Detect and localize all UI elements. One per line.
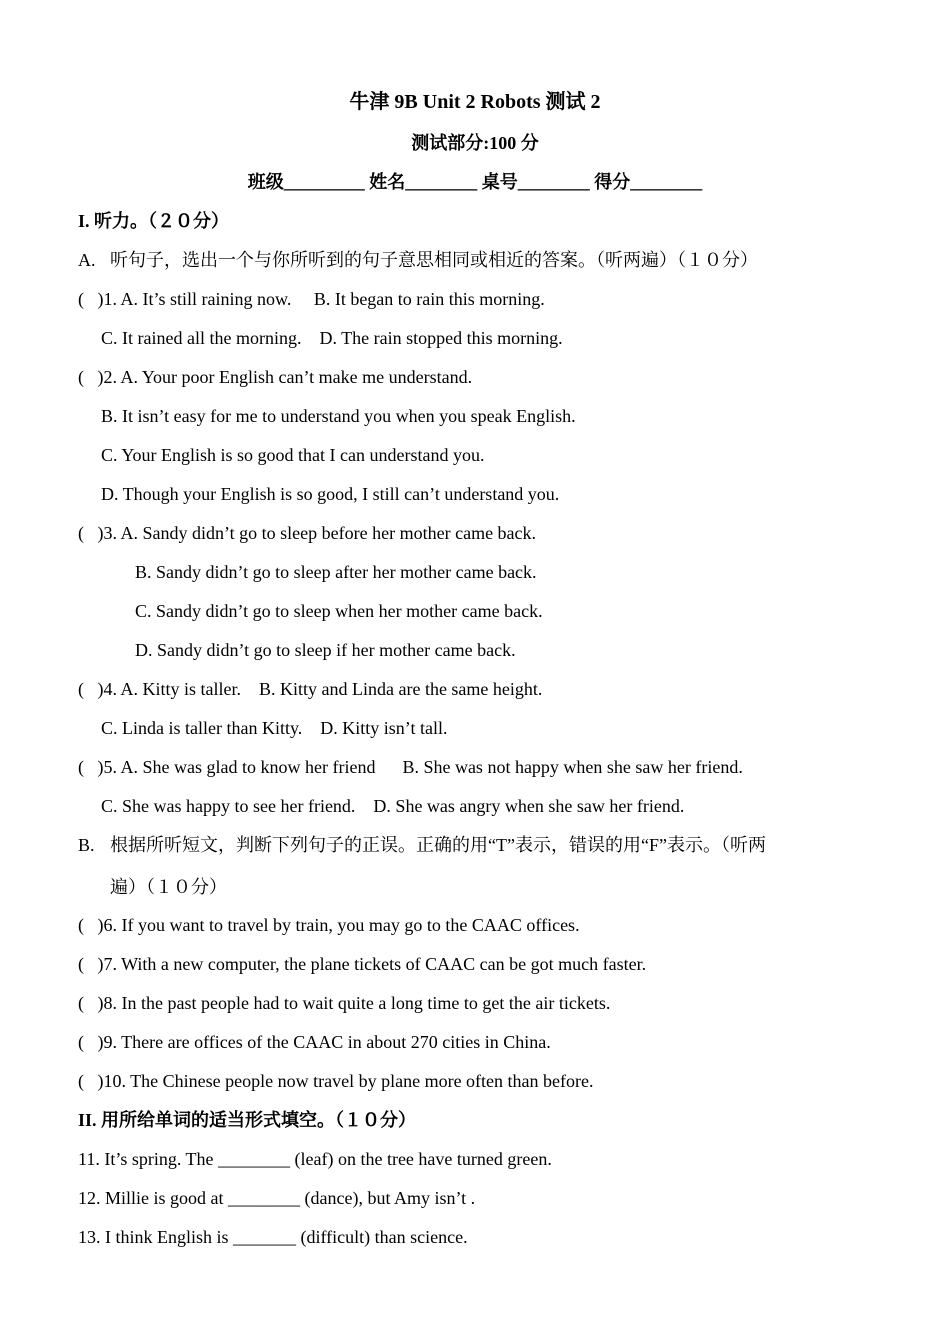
question-9: ( )9. There are offices of the CAAC in about 270 cities in China. (78, 1032, 551, 1052)
question-3-option-d: D. Sandy didn’t go to sleep if her mother came back. (135, 640, 516, 660)
page-title: 牛津 9B Unit 2 Robots 测试 2 (349, 91, 601, 113)
question-13: 13. I think English is _______ (difficult) than science. (78, 1227, 468, 1247)
part-b-instruction-line-1: 根据所听短文，判断下列句子的正误。正确的用“T”表示，错误的用“F”表示。（听两 (110, 835, 766, 855)
question-2-option-d: D. Though your English is so good, I still can’t understand you. (101, 484, 560, 504)
question-2-option-b: B. It isn’t easy for me to understand you when you speak English. (101, 406, 576, 426)
question-2-line-1: ( )2. A. Your poor English can’t make me understand. (78, 367, 473, 387)
question-8: ( )8. In the past people had to wait quite a long time to get the air tickets. (78, 993, 611, 1013)
page-subtitle: 测试部分:100 分 (411, 133, 539, 153)
part-a-instruction: 听句子，选出一个与你所听到的句子意思相同或相近的答案。（听两遍）（１０分） (110, 250, 758, 270)
question-1-line-2: C. It rained all the morning. D. The rain stopped this morning. (101, 328, 563, 348)
question-1-line-1: ( )1. A. It’s still raining now. B. It began to rain this morning. (78, 289, 545, 309)
part-b-label: B. (78, 835, 95, 855)
question-10: ( )10. The Chinese people now travel by plane more often than before. (78, 1071, 594, 1091)
section-1-heading: I. 听力。（２０分） (78, 211, 230, 231)
question-11: 11. It’s spring. The ________ (leaf) on the tree have turned green. (78, 1149, 552, 1169)
question-2-option-c: C. Your English is so good that I can understand you. (101, 445, 485, 465)
part-a-label: A. (78, 250, 96, 270)
section-2-heading: II. 用所给单词的适当形式填空。（１０分） (78, 1110, 417, 1130)
student-info-line: 班级_________ 姓名________ 桌号________ 得分________ (247, 172, 703, 192)
question-5-line-1: ( )5. A. She was glad to know her friend B. She was not happy when she saw her friend. (78, 757, 743, 777)
question-12: 12. Millie is good at ________ (dance), but Amy isn’t . (78, 1188, 476, 1208)
part-b-instruction-line-2: 遍）（１０分） (110, 877, 227, 897)
question-4-line-1: ( )4. A. Kitty is taller. B. Kitty and Linda are the same height. (78, 679, 543, 699)
question-5-line-2: C. She was happy to see her friend. D. She was angry when she saw her friend. (101, 796, 685, 816)
question-7: ( )7. With a new computer, the plane tickets of CAAC can be got much faster. (78, 954, 647, 974)
question-6: ( )6. If you want to travel by train, you may go to the CAAC offices. (78, 915, 580, 935)
question-3-line-1: ( )3. A. Sandy didn’t go to sleep before her mother came back. (78, 523, 537, 543)
question-3-option-c: C. Sandy didn’t go to sleep when her mother came back. (135, 601, 543, 621)
question-4-line-2: C. Linda is taller than Kitty. D. Kitty isn’t tall. (101, 718, 448, 738)
question-3-option-b: B. Sandy didn’t go to sleep after her mother came back. (135, 562, 537, 582)
